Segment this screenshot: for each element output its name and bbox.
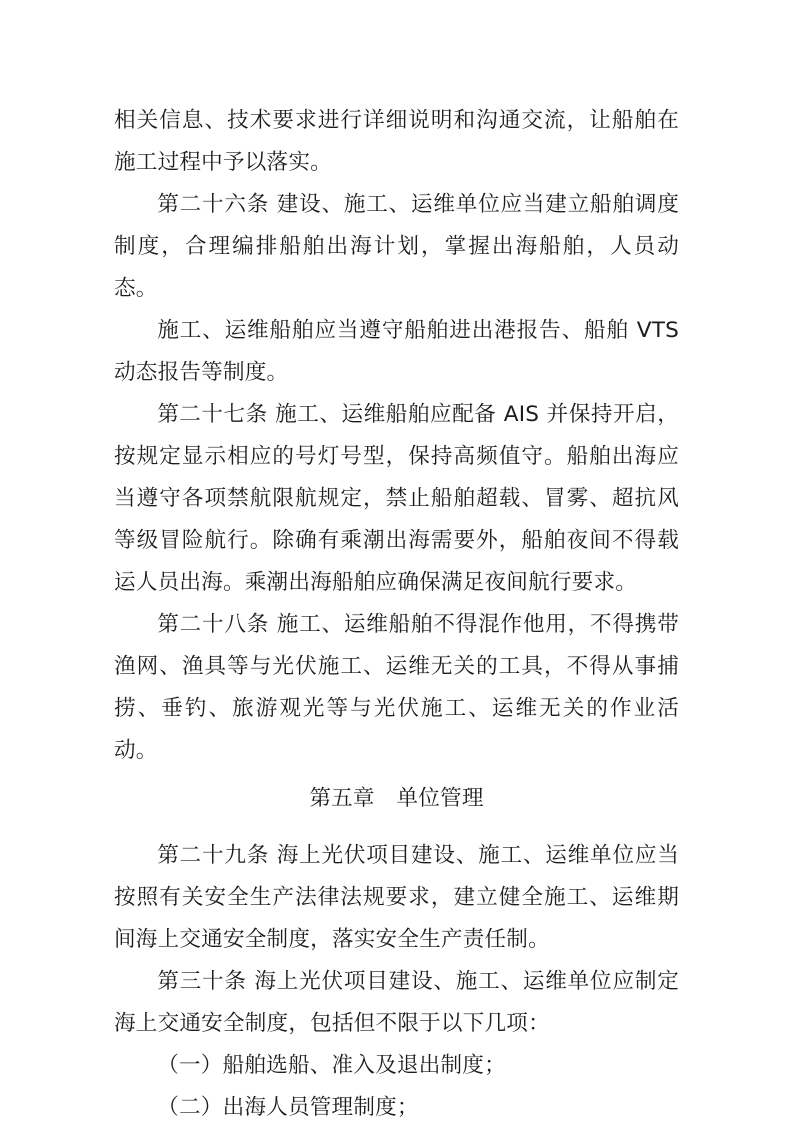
body-paragraph: 相关信息、技术要求进行详细说明和沟通交流，让船舶在施工过程中予以落实。: [114, 108, 679, 175]
body-paragraph: 第二十八条 施工、运维船舶不得混作他用，不得携带渔网、渔具等与光伏施工、运维无关的工具，不得从事捕捞、垂钓、旅游观光等与光伏施工、运维无关的作业活动。: [114, 612, 679, 763]
body-paragraph: 施工、运维船舶应当遵守船舶进出港报告、船舶 VTS 动态报告等制度。: [114, 318, 679, 385]
chapter-heading: 第五章 单位管理: [309, 786, 484, 811]
list-item-paragraph: （一）船舶选船、准入及退出制度；: [157, 1053, 506, 1078]
document-body: [114, 100, 679, 1122]
body-paragraph: 第二十九条 海上光伏项目建设、施工、运维单位应当按照有关安全生产法律法规要求，建立健全施工、运维期间海上交通安全制度，落实安全生产责任制。: [114, 843, 679, 952]
body-paragraph: 第二十六条 建设、施工、运维单位应当建立船舶调度制度，合理编排船舶出海计划，掌握出海船舶，人员动态。: [114, 192, 679, 301]
list-item-paragraph: （二）出海人员管理制度；: [157, 1095, 419, 1120]
body-paragraph: 第二十七条 施工、运维船舶应配备 AIS 并保持开启，按规定显示相应的号灯号型，保持高频值守。船舶出海应当遵守各项禁航限航规定，禁止船舶超载、冒雾、超抗风等级冒险航行。除确有乘潮出海需要外，船舶夜间不得载运人员出海。乘潮出海船舶应确保满足夜间航行要求。: [114, 402, 679, 595]
body-paragraph: 第三十条 海上光伏项目建设、施工、运维单位应制定海上交通安全制度，包括但不限于以下几项：: [114, 969, 679, 1036]
